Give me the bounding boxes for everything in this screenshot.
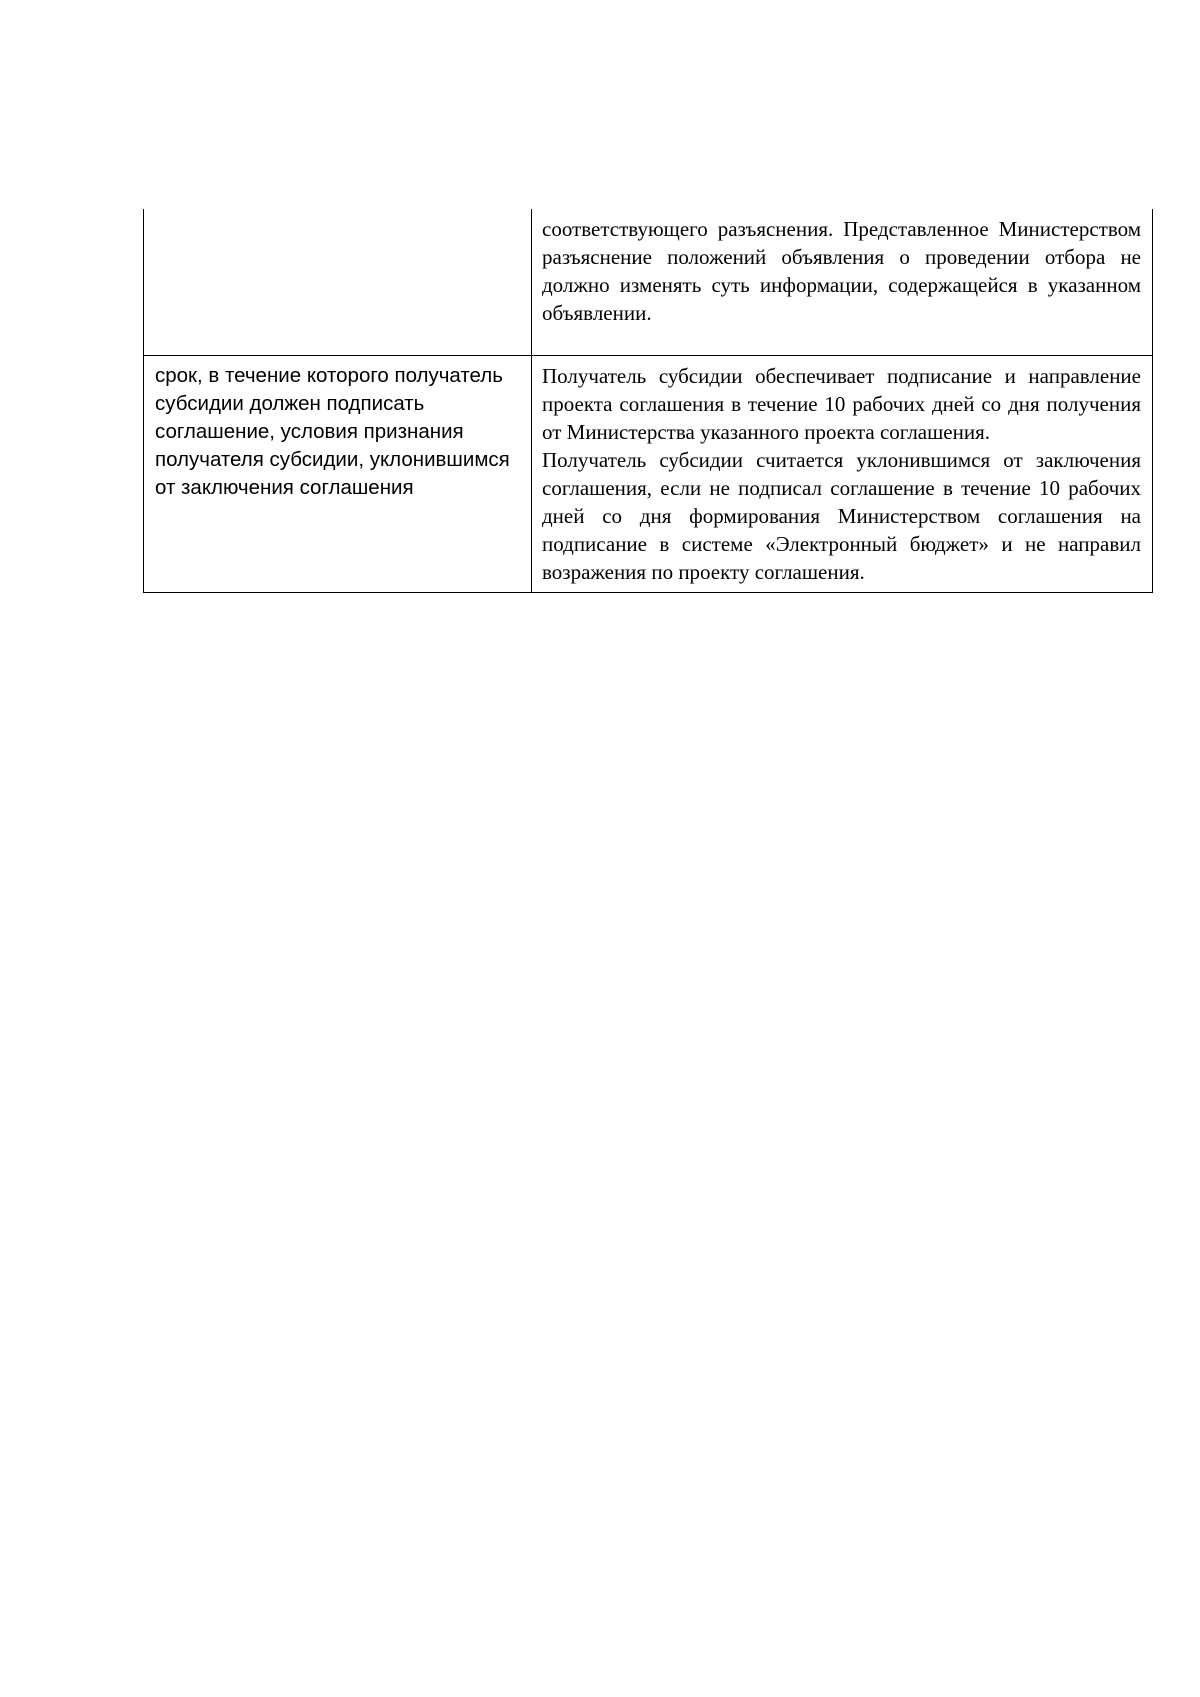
table-cell-right — [532, 356, 1153, 593]
table-cell-left: срок, в течение которого получатель субсидии должен подписать соглашение, условия признания получателя субсидии, уклонившимся от заключения соглашения — [144, 356, 532, 593]
table-cell-right — [532, 209, 1153, 356]
table-row — [144, 356, 1153, 593]
cell-paragraph: соответствующего разъяснения. Представленное Министерством разъяснение положений объявления о проведении отбора не должно изменять суть информации, содержащейся в указанном объявлении. — [542, 217, 1141, 325]
document-table — [143, 209, 1153, 593]
table-row — [144, 209, 1153, 356]
cell-paragraph: Получатель субсидии обеспечивает подписание и направление проекта соглашения в течение 10 рабочих дней со дня получения от Министерства указанного проекта соглашения. — [542, 364, 1141, 444]
table-cell-left — [144, 209, 532, 356]
cell-paragraph: Получатель субсидии считается уклонившимся от заключения соглашения, если не подписал соглашение в течение 10 рабочих дней со дня формирования Министерством соглашения на подписание в системе «Электронный бюджет» и не направил возражения по проекту соглашения. — [542, 448, 1141, 584]
